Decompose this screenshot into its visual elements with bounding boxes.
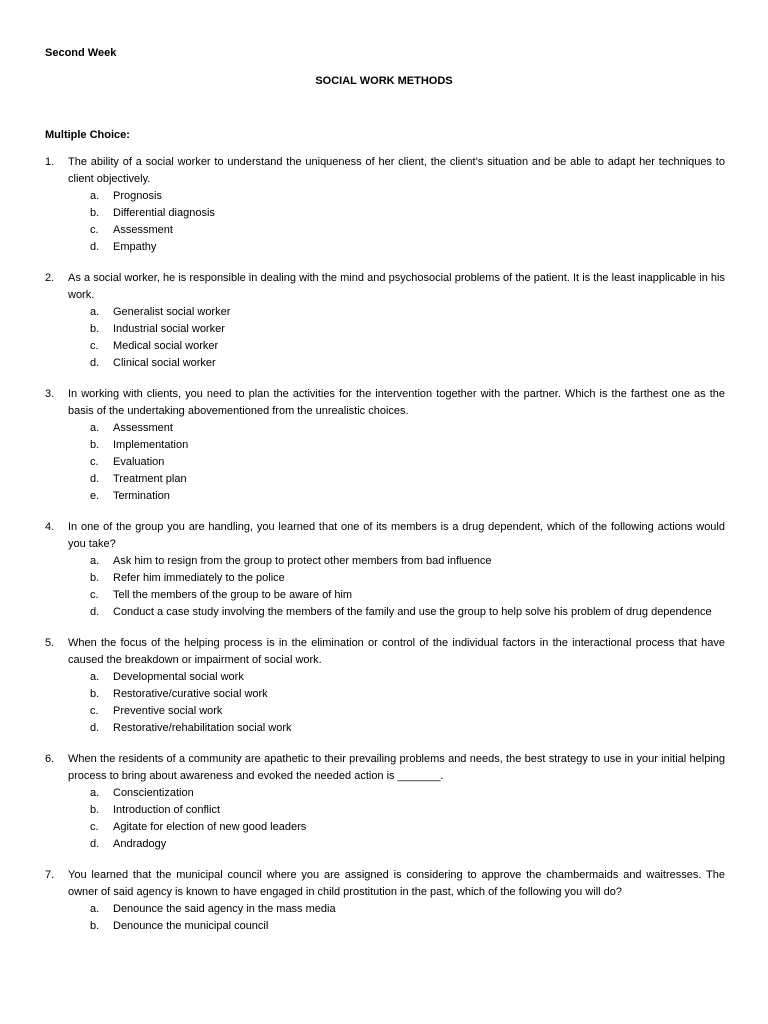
choice-item: [45, 188, 725, 205]
question-number: 2.: [45, 272, 55, 284]
question-number: 6.: [45, 753, 55, 765]
choice-item: [45, 819, 725, 836]
choice-item: [45, 205, 725, 222]
week-heading: Second Week: [45, 47, 117, 59]
choice-text: Ask him to resign from the group to protect other members from bad influence: [113, 555, 492, 567]
question-number: 7.: [45, 869, 55, 881]
choice-text: Restorative/rehabilitation social work: [113, 722, 292, 734]
choice-item: [45, 239, 725, 256]
choice-list: [45, 901, 725, 935]
choice-text: Evaluation: [113, 456, 165, 468]
choice-letter: a.: [90, 306, 100, 318]
choice-list: [45, 553, 725, 621]
choice-letter: c.: [90, 705, 99, 717]
choice-letter: c.: [90, 456, 99, 468]
question-item: [45, 867, 725, 935]
choice-item: [45, 669, 725, 686]
choice-item: [45, 553, 725, 570]
choice-text: Assessment: [113, 422, 173, 434]
choice-letter: a.: [90, 671, 100, 683]
choice-text: Agitate for election of new good leaders: [113, 821, 307, 833]
choice-item: [45, 471, 725, 488]
choice-item: [45, 686, 725, 703]
question-text: When the focus of the helping process is in the elimination or control of the individual factors in the interactional process that have caused the breakdown or impairment of social work.: [68, 637, 725, 666]
question-text: As a social worker, he is responsible in dealing with the mind and psychosocial problems of the patient. It is the least inapplicable in his work.: [68, 272, 725, 301]
choice-item: [45, 703, 725, 720]
choice-letter: a.: [90, 903, 100, 915]
choice-list: [45, 304, 725, 372]
section-heading: Multiple Choice:: [45, 129, 130, 141]
choice-letter: d.: [90, 473, 100, 485]
document-title: SOCIAL WORK METHODS: [315, 75, 453, 87]
choice-letter: c.: [90, 224, 99, 236]
choice-item: [45, 355, 725, 372]
choice-letter: d.: [90, 838, 100, 850]
question-text: When the residents of a community are apathetic to their prevailing problems and needs, the best strategy to use in your initial helping process to bring about awareness and evoked the needed action is _______.: [68, 753, 725, 782]
choice-item: [45, 488, 725, 505]
choice-text: Conduct a case study involving the members of the family and use the group to help solve his problem of drug dependence: [113, 606, 712, 618]
choice-text: Introduction of conflict: [113, 804, 221, 816]
choice-text: Prognosis: [113, 190, 162, 202]
question-item: [45, 635, 725, 737]
choice-item: [45, 604, 725, 621]
question-number: 3.: [45, 388, 55, 400]
choice-letter: b.: [90, 323, 100, 335]
choice-letter: c.: [90, 589, 99, 601]
choice-letter: a.: [90, 422, 100, 434]
choice-item: [45, 222, 725, 239]
choice-letter: c.: [90, 340, 99, 352]
choice-item: [45, 802, 725, 819]
choice-text: Andradogy: [113, 838, 167, 850]
choice-text: Medical social worker: [113, 340, 219, 352]
choice-text: Termination: [113, 490, 170, 502]
question-number: 1.: [45, 156, 55, 168]
choice-item: [45, 918, 725, 935]
choice-item: [45, 570, 725, 587]
choice-item: [45, 321, 725, 338]
choice-letter: b.: [90, 572, 100, 584]
choice-letter: d.: [90, 241, 100, 253]
choice-item: [45, 304, 725, 321]
choice-letter: c.: [90, 821, 99, 833]
question-text: You learned that the municipal council where you are assigned is considering to approve the chambermaids and waitresses. The owner of said agency is known to have engaged in child prostitution in the past, which of the following you will do?: [68, 869, 725, 898]
choice-letter: b.: [90, 207, 100, 219]
question-number: 4.: [45, 521, 55, 533]
choice-letter: b.: [90, 439, 100, 451]
choice-text: Refer him immediately to the police: [113, 572, 285, 584]
question-item: [45, 386, 725, 505]
choice-item: [45, 785, 725, 802]
choice-text: Implementation: [113, 439, 189, 451]
choice-text: Conscientization: [113, 787, 194, 799]
choice-text: Generalist social worker: [113, 306, 231, 318]
choice-text: Assessment: [113, 224, 173, 236]
choice-list: [45, 188, 725, 256]
choice-letter: b.: [90, 804, 100, 816]
choice-text: Denounce the said agency in the mass media: [113, 903, 336, 915]
choice-text: Preventive social work: [113, 705, 223, 717]
choice-letter: b.: [90, 688, 100, 700]
question-item: [45, 270, 725, 372]
choice-item: [45, 720, 725, 737]
choice-letter: d.: [90, 606, 100, 618]
choice-text: Treatment plan: [113, 473, 187, 485]
choice-item: [45, 587, 725, 604]
choice-letter: d.: [90, 722, 100, 734]
choice-item: [45, 437, 725, 454]
question-text: In one of the group you are handling, you learned that one of its members is a drug dependent, which of the following actions would you take?: [68, 521, 725, 550]
question-text: In working with clients, you need to plan the activities for the intervention together with the partner. Which is the farthest one as the basis of the undertaking abovementioned from the unrealistic choices.: [68, 388, 725, 417]
choice-text: Empathy: [113, 241, 157, 253]
choice-text: Restorative/curative social work: [113, 688, 268, 700]
choice-letter: a.: [90, 555, 100, 567]
choice-text: Developmental social work: [113, 671, 244, 683]
choice-list: [45, 669, 725, 737]
choice-text: Tell the members of the group to be aware of him: [113, 589, 353, 601]
question-list: [45, 154, 725, 949]
choice-list: [45, 785, 725, 853]
choice-item: [45, 338, 725, 355]
choice-item: [45, 836, 725, 853]
choice-text: Denounce the municipal council: [113, 920, 269, 932]
question-item: [45, 751, 725, 853]
choice-item: [45, 901, 725, 918]
choice-text: Industrial social worker: [113, 323, 225, 335]
question-item: [45, 519, 725, 621]
choice-text: Clinical social worker: [113, 357, 216, 369]
choice-letter: a.: [90, 190, 100, 202]
choice-text: Differential diagnosis: [113, 207, 215, 219]
choice-letter: b.: [90, 920, 100, 932]
question-number: 5.: [45, 637, 55, 649]
choice-item: [45, 454, 725, 471]
choice-letter: d.: [90, 357, 100, 369]
choice-item: [45, 420, 725, 437]
question-text: The ability of a social worker to understand the uniqueness of her client, the client’s situation and be able to adapt her techniques to client objectively.: [68, 156, 725, 185]
choice-letter: e.: [90, 490, 100, 502]
choice-letter: a.: [90, 787, 100, 799]
choice-list: [45, 420, 725, 505]
question-item: [45, 154, 725, 256]
